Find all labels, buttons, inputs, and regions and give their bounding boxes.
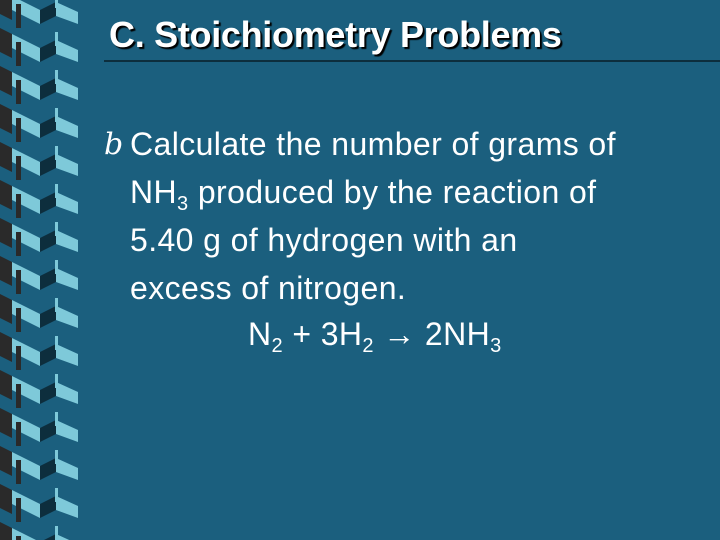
border-bar [55,222,58,236]
border-chevron-dark [40,154,56,176]
bullet-icon: b [104,127,124,162]
subscript: 2 [271,335,284,357]
border-block [0,104,12,134]
border-block [0,218,12,248]
border-bar [55,70,58,84]
border-bar [16,194,21,218]
border-chevron-dark [40,230,56,252]
border-chevron [56,496,78,518]
border-chevron [56,382,78,404]
bullet-line-3: 5.40 g of hydrogen with an [130,222,518,258]
border-bar [16,536,21,540]
border-bar [16,80,21,104]
border-chevron-dark [40,192,56,214]
border-bar [16,308,21,332]
bullet-line-2-rest: produced by the reaction of [188,174,597,210]
border-chevron [56,458,78,480]
border-block [0,0,12,20]
border-chevron-dark [40,496,56,518]
border-block [0,180,12,210]
bullet-line-2 [130,168,714,216]
subscript: 3 [490,335,502,357]
border-block [0,142,12,172]
border-bar [55,260,58,274]
border-chevron-dark [40,382,56,404]
border-chevron-dark [40,306,56,328]
border-bar [16,460,21,484]
bullet-text [130,120,714,312]
border-block [0,446,12,476]
border-chevron [56,344,78,366]
border-chevron-dark [40,268,56,290]
border-chevron-dark [40,78,56,100]
border-bar [55,374,58,388]
border-chevron [56,40,78,62]
border-bar [55,298,58,312]
border-chevron-dark [40,458,56,480]
border-bar [55,450,58,464]
border-bar [16,270,21,294]
border-block [0,332,12,362]
border-block [0,370,12,400]
border-bar [16,42,21,66]
border-block [0,484,12,514]
border-chevron [56,268,78,290]
border-bar [16,118,21,142]
border-block [0,522,12,540]
border-bar [55,526,58,540]
border-bar [16,384,21,408]
border-bar [16,422,21,446]
border-chevron-dark [40,2,56,24]
border-bar [55,412,58,426]
border-chevron-dark [40,534,56,540]
border-bar [55,184,58,198]
border-bar [16,4,21,28]
border-bar [16,232,21,256]
border-chevron [56,78,78,100]
title-divider [104,60,720,62]
border-chevron [56,192,78,214]
bullet-line-1: Calculate the number of grams of [130,126,616,162]
border-chevron [56,306,78,328]
border-bar [55,108,58,122]
border-chevron-dark [40,116,56,138]
eq-n: N [248,316,272,352]
chemical-equation [248,316,502,357]
border-chevron [56,2,78,24]
border-bar [16,156,21,180]
border-chevron-dark [40,420,56,442]
subscript: 2 [362,335,374,357]
border-block [0,28,12,58]
border-chevron-dark [40,344,56,366]
border-chevron [56,534,78,540]
subscript: 3 [177,193,189,215]
border-bar [16,498,21,522]
eq-product: → 2NH [373,316,491,352]
formula-nh: NH [130,174,178,210]
border-block [0,256,12,286]
border-block [0,66,12,96]
border-bar [55,146,58,160]
decorative-border [0,0,82,540]
border-chevron [56,154,78,176]
border-bar [55,488,58,502]
bullet-item [104,120,714,312]
border-block [0,294,12,324]
slide-title: C. Stoichiometry Problems [109,14,562,55]
eq-h: + 3H [283,316,363,352]
border-bar [55,0,58,8]
bullet-line-4: excess of nitrogen. [130,270,407,306]
border-block [0,408,12,438]
border-chevron [56,230,78,252]
border-chevron-dark [40,40,56,62]
border-bar [55,336,58,350]
border-chevron [56,420,78,442]
border-chevron [56,116,78,138]
border-bar [55,32,58,46]
border-bar [16,346,21,370]
